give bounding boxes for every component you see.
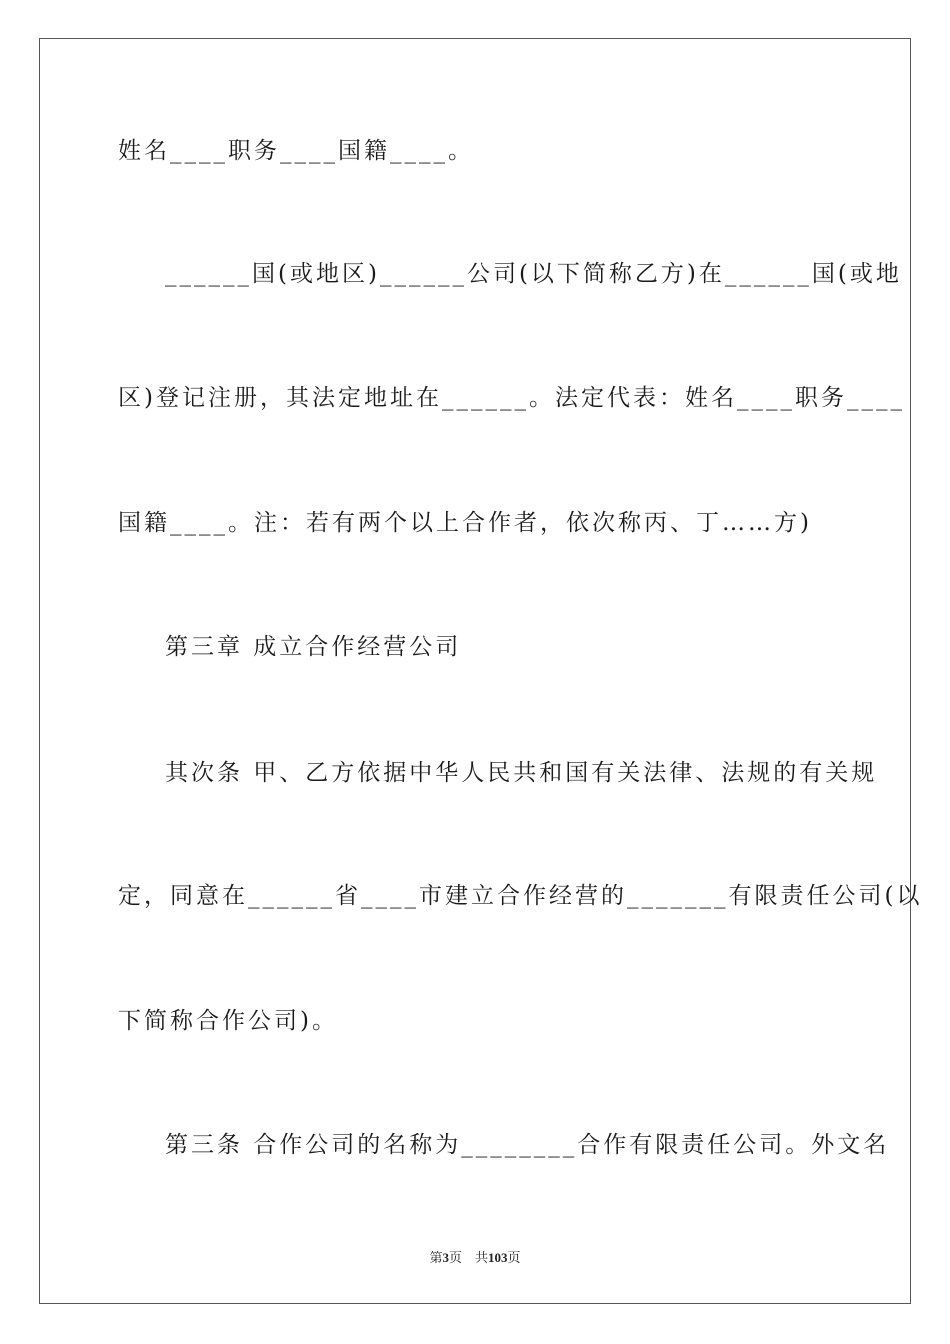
page-border: [39, 38, 923, 1304]
text-line-6: 其次条 甲、乙方依据中华人民共和国有关法律、法规的有关规: [165, 760, 878, 786]
text-line-7: 定，同意在______省____市建立合作经营的_______有限责任公司(以: [118, 883, 923, 909]
footer-page-number: 3: [442, 1250, 449, 1265]
footer-total-unit: 页: [507, 1250, 521, 1265]
page-footer: [0, 1247, 950, 1266]
footer-page-label: 第: [429, 1250, 443, 1265]
text-line-2: ______国(或地区)______公司(以下简称乙方)在______国(或地: [165, 261, 902, 287]
text-line-9: 第三条 合作公司的名称为________合作有限责任公司。外文名: [165, 1132, 890, 1158]
footer-total-label: 共: [475, 1250, 489, 1265]
chapter-heading: 第三章 成立合作经营公司: [165, 634, 462, 660]
footer-page-unit: 页: [448, 1250, 462, 1265]
text-line-8: 下简称合作公司)。: [118, 1008, 338, 1034]
text-line-3: 区)登记注册，其法定地址在______。法定代表：姓名____职务____: [118, 385, 905, 411]
text-line-4: 国籍____。注：若有两个以上合作者，依次称丙、丁……方): [118, 510, 812, 536]
text-line-1: 姓名____职务____国籍____。: [118, 138, 474, 164]
footer-total-number: 103: [488, 1250, 508, 1265]
